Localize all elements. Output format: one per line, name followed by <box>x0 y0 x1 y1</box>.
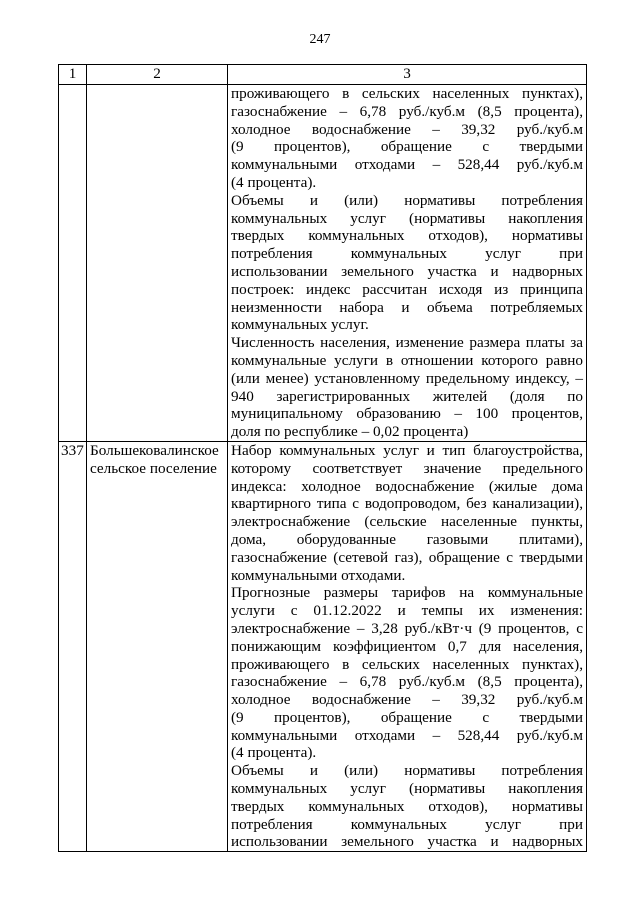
text-line: (или менее) установленному предельному индексу, – <box>231 369 583 387</box>
text-line: коммунальных услуг. <box>231 316 369 334</box>
municipality-name-line: сельское поселение <box>90 459 217 477</box>
municipality-name <box>87 441 228 851</box>
text-line: твердых коммунальных отходов), нормативы <box>231 227 583 245</box>
table-row <box>59 85 587 442</box>
text-line: (9 процентов), обращение с твердыми <box>231 708 583 726</box>
text-line: коммунальных услуг (нормативы накопления <box>231 209 583 227</box>
text-line: коммунальными отходами. <box>231 566 406 584</box>
text-line: газоснабжение – 6,78 руб./куб.м (8,5 процента), <box>231 673 583 691</box>
text-line: (4 процента). <box>231 173 317 191</box>
text-line: газоснабжение – 6,78 руб./куб.м (8,5 процента), <box>231 102 583 120</box>
text-line: коммунальными отходами – 528,44 руб./куб.м <box>231 726 583 744</box>
text-line: муниципальному образованию – 100 процентов, <box>231 405 583 423</box>
text-line: 940 зарегистрированных жителей (доля по <box>231 387 583 405</box>
table-row <box>59 441 587 851</box>
text-line: потребления коммунальных услуг при <box>231 815 583 833</box>
tariff-table <box>58 64 587 852</box>
text-line: которому соответствует значение предельного <box>231 459 583 477</box>
text-line: квартирного типа с водопроводом, без канализации), <box>231 495 583 513</box>
text-line: индекса: холодное водоснабжение (жилые дома <box>231 477 583 495</box>
municipality-name-line: Большековалинское <box>90 441 219 459</box>
text-line: коммунальные услуги в отношении которого равно <box>231 351 583 369</box>
text-line: газоснабжение (сетевой газ), обращение с твердыми <box>231 548 583 566</box>
row-number <box>59 85 87 442</box>
column-header-1: 1 <box>59 65 87 85</box>
row-number: 337 <box>59 441 87 851</box>
column-header-3: 3 <box>228 65 587 85</box>
text-line: твердых коммунальных отходов), нормативы <box>231 797 583 815</box>
text-line: потребления коммунальных услуг при <box>231 245 583 263</box>
text-line: неизменности набора и объема потребляемых <box>231 298 583 316</box>
text-line: Прогнозные размеры тарифов на коммунальные <box>231 584 583 602</box>
column-header-2: 2 <box>87 65 228 85</box>
page-number: 247 <box>309 32 331 47</box>
text-line: Набор коммунальных услуг и тип благоустройства, <box>231 441 583 459</box>
text-line: дома, оборудованные газовыми плитами), <box>231 530 583 548</box>
table-header-row <box>59 65 587 85</box>
text-line: холодное водоснабжение – 39,32 руб./куб.м <box>231 691 583 709</box>
description-text <box>228 441 587 851</box>
text-line: Численность населения, изменение размера платы за <box>231 334 583 352</box>
municipality-name <box>87 85 228 442</box>
text-line: (9 процентов), обращение с твердыми <box>231 138 583 156</box>
text-line: коммунальными отходами – 528,44 руб./куб.м <box>231 156 583 174</box>
text-line: Объемы и (или) нормативы потребления <box>231 762 583 780</box>
text-line: использовании земельного участка и надворных <box>231 833 583 851</box>
text-line: холодное водоснабжение – 39,32 руб./куб.м <box>231 120 583 138</box>
text-line: доля по республике – 0,02 процента) <box>231 423 469 441</box>
text-line: построек: индекс рассчитан исходя из принципа <box>231 280 583 298</box>
text-line: (4 процента). <box>231 744 317 762</box>
description-text <box>228 85 587 442</box>
text-line: электроснабжение (сельские населенные пункты, <box>231 513 583 531</box>
text-line: понижающим коэффициентом 0,7 для населения, <box>231 637 583 655</box>
text-line: Объемы и (или) нормативы потребления <box>231 191 583 209</box>
text-line: коммунальных услуг (нормативы накопления <box>231 780 583 798</box>
text-line: электроснабжение – 3,28 руб./кВт·ч (9 процентов, с <box>231 619 583 637</box>
text-line: проживающего в сельских населенных пунктах), <box>231 85 583 102</box>
text-line: услуги с 01.12.2022 и темпы их изменения: <box>231 602 583 620</box>
text-line: проживающего в сельских населенных пунктах), <box>231 655 583 673</box>
text-line: использовании земельного участка и надворных <box>231 262 583 280</box>
